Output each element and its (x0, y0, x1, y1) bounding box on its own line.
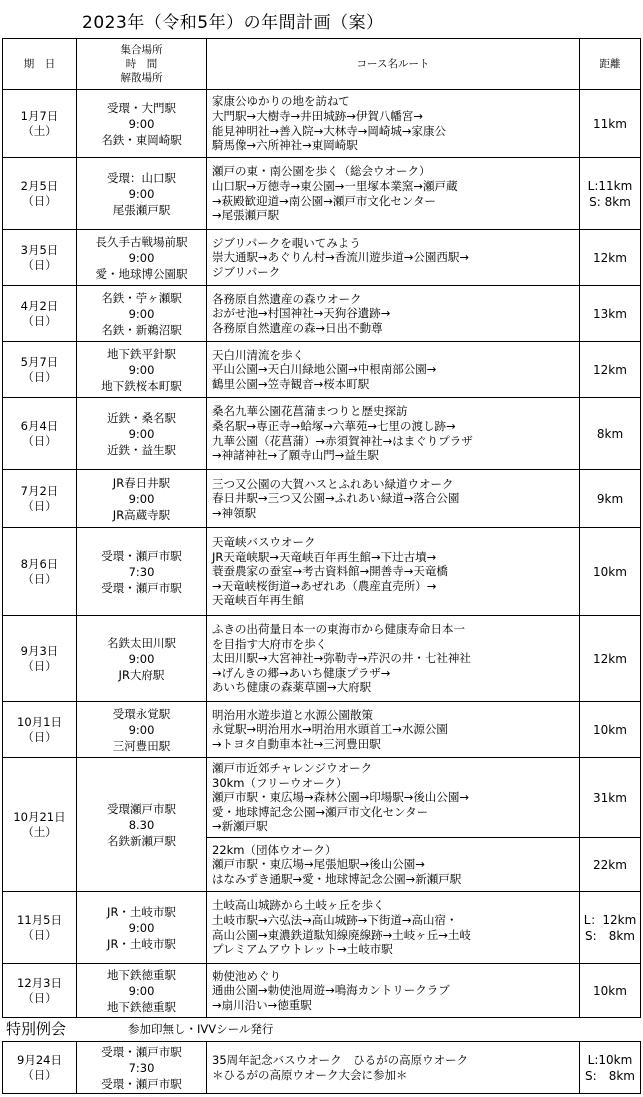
event-date-line: 3月5日 (20, 242, 59, 257)
course-route-line: 三つ又公園の大賀ハスとふれあい緑道ウオーク (212, 476, 454, 491)
event-date-line: 11月5日 (17, 912, 62, 927)
distance (580, 758, 641, 838)
special-course-route-line: 35周年記念バスウオーク ひるがの高原ウオーク (212, 1052, 469, 1067)
event-date (3, 470, 77, 528)
course-route-line: 瀬戸市近郊チャレンジウオーク (212, 761, 373, 776)
course-route-line: 通曲公園→勅使池周遊→鳴海カントリークラブ (212, 983, 450, 998)
meeting-info-line: 9:00 (128, 306, 155, 321)
course-route-line: →神領駅 (212, 505, 257, 520)
course-route (207, 286, 580, 342)
meeting-info-line: 名鉄・新鵜沼駅 (101, 322, 182, 337)
meeting-info (77, 758, 207, 892)
special-course-route (207, 1042, 580, 1094)
schedule-row (3, 158, 641, 230)
distance (580, 702, 641, 758)
meeting-info-line: 地下鉄平針駅 (107, 346, 176, 361)
meeting-info-line: 名鉄新瀬戸駅 (107, 833, 176, 848)
meeting-info-line: 9:00 (128, 920, 155, 935)
meeting-info-line: 9:00 (128, 250, 155, 265)
event-date (3, 528, 77, 616)
course-route-line: 九華公園（花菖蒲）→赤須賀神社→はまぐりプラザ (212, 433, 473, 448)
schedule-row (3, 90, 641, 158)
course-route-line: 山口駅→万徳寺→東公園→一里塚本業窯→瀬戸蔵 (212, 178, 458, 193)
event-date-line: （日） (22, 927, 57, 942)
meeting-info (77, 230, 207, 286)
distance (580, 616, 641, 702)
course-route-line: 30km（フリーウオーク） (212, 775, 348, 790)
meeting-info-line: 名鉄太田川駅 (107, 635, 176, 650)
special-distance-line: S: 8km (585, 1068, 635, 1083)
header-distance: 距離 (580, 39, 641, 90)
event-date-line: （日） (22, 571, 57, 586)
course-route-line: →尾張瀬戸駅 (212, 208, 280, 223)
special-event-label: 特別例会 (6, 1020, 67, 1038)
meeting-info-line: 9:00 (128, 983, 155, 998)
meeting-info-line: 地下鉄徳重駅 (107, 999, 176, 1014)
meeting-info-line: 9:00 (128, 362, 155, 377)
special-event-note: 参加印無し・IVVシール発行 (128, 1022, 274, 1036)
course-route (207, 892, 580, 964)
meeting-info-line: 長久手古戦場前駅 (95, 234, 188, 249)
special-event-date-line: 9月24日 (17, 1052, 62, 1067)
distance-line: L:11km (587, 178, 633, 193)
meeting-info (77, 398, 207, 470)
special-meeting-info-line: 受環・瀬戸市駅 (101, 1076, 182, 1091)
distance-line: S: 8km (589, 194, 631, 209)
event-date-line: （土） (22, 824, 57, 839)
meeting-info (77, 892, 207, 964)
special-event-date (3, 1042, 77, 1094)
distance (580, 964, 641, 1018)
course-route-line: 鶴里公園→笠寺観音→桜本町駅 (212, 376, 370, 391)
meeting-info-line: 8.30 (128, 817, 155, 832)
course-route-line: ジブリパークを覗いてみよう (212, 235, 361, 250)
course-route (207, 230, 580, 286)
distance-line: 12km (593, 250, 627, 265)
event-date-line: 8月6日 (20, 556, 59, 571)
special-meeting-info (77, 1042, 207, 1094)
schedule-row (3, 230, 641, 286)
meeting-info (77, 342, 207, 398)
meeting-info-line: 地下鉄桜本町駅 (101, 378, 182, 393)
event-date (3, 286, 77, 342)
event-date (3, 398, 77, 470)
course-route-line: おがせ池→村国神社→天狗谷遺跡→ (212, 306, 391, 321)
distance (580, 230, 641, 286)
schedule-row (3, 342, 641, 398)
course-route-line: ふきの出荷量日本一の東海市から健康寿命日本一 (212, 622, 465, 637)
meeting-info (77, 616, 207, 702)
schedule-row (3, 470, 641, 528)
course-route (207, 398, 580, 470)
course-route (207, 702, 580, 758)
event-date (3, 758, 77, 892)
distance-line: 22km (593, 857, 627, 872)
header-meeting-place: 集合場所 (120, 44, 163, 56)
special-event-table (2, 1041, 641, 1094)
course-route-line: 崇大通駅→あぐりん村→香流川遊歩道→公園西駅→ (212, 250, 470, 265)
event-date-line: 10月21日 (13, 809, 66, 824)
special-meeting-info-line: 7:30 (128, 1060, 155, 1075)
course-route-line: →天竜峡桜街道→あぜれあ（農産直売所）→ (212, 578, 437, 593)
meeting-info-line: 受環永覚駅 (112, 706, 171, 721)
course-route-line: 瀬戸市駅・東広場→尾張旭駅→後山公園→ (212, 857, 425, 872)
meeting-info-line: 受環・瀬戸市駅 (101, 548, 182, 563)
schedule-table (2, 38, 641, 1018)
course-route-line: →新瀬戸駅 (212, 819, 268, 834)
distance-line: 10km (593, 722, 627, 737)
event-date-line: 7月2日 (20, 483, 59, 498)
schedule-row (3, 398, 641, 470)
meeting-info (77, 528, 207, 616)
distance (580, 286, 641, 342)
course-route-line: →トヨタ自動車本社→三河豊田駅 (212, 736, 381, 751)
distance (580, 528, 641, 616)
course-route-line: を目指す大府市を歩く (212, 636, 327, 651)
course-route-line: 天竜峡百年再生館 (212, 593, 304, 608)
event-date-line: 9月3日 (20, 643, 59, 658)
header-date: 期 日 (3, 39, 77, 90)
special-distance (580, 1042, 641, 1094)
meeting-info-line: 受環：山口駅 (107, 170, 176, 185)
schedule-row (3, 758, 641, 838)
course-route (207, 964, 580, 1018)
header-meeting-time: 時 間 (125, 58, 158, 70)
schedule-row (3, 528, 641, 616)
distance-line: 10km (593, 564, 627, 579)
distance (580, 838, 641, 892)
event-date (3, 158, 77, 230)
course-route (207, 838, 580, 892)
schedule-row (3, 286, 641, 342)
event-date (3, 702, 77, 758)
event-date (3, 616, 77, 702)
schedule-row (3, 702, 641, 758)
course-route-line: はなみずき通駅→愛・地球博記念公園→新瀬戸駅 (212, 871, 462, 886)
event-date (3, 342, 77, 398)
meeting-info-line: 7:30 (128, 564, 155, 579)
meeting-info (77, 702, 207, 758)
special-event-body (3, 1042, 641, 1094)
event-date-line: 12月3日 (17, 975, 62, 990)
meeting-info-line: 尾張瀬戸駅 (112, 202, 171, 217)
event-date-line: （土） (22, 123, 57, 138)
course-route (207, 90, 580, 158)
event-date (3, 964, 77, 1018)
course-route-line: 土岐高山城跡から土岐ヶ丘を歩く (212, 898, 385, 913)
schedule-row (3, 616, 641, 702)
course-route-line: 瀬戸の東・南公園を歩く（総会ウオーク） (212, 164, 431, 179)
event-date (3, 892, 77, 964)
meeting-info-line: 愛・地球博公園駅 (95, 266, 188, 281)
course-route-line: 勅使池めぐり (212, 968, 281, 983)
header-course: コース名ルート (207, 39, 580, 90)
meeting-info-line: 受環・瀬戸市駅 (101, 580, 182, 595)
course-route-line: 土岐市駅→六弘法→高山城跡→下街道→高山宿・ (212, 912, 458, 927)
meeting-info-line: JR・土岐市駅 (107, 936, 176, 951)
event-date-line: 10月1日 (17, 714, 62, 729)
meeting-info (77, 286, 207, 342)
meeting-info-line: 受環・大門駅 (107, 100, 176, 115)
event-date-line: （日） (22, 369, 57, 384)
special-meeting-info-line: 受環・瀬戸市駅 (101, 1044, 182, 1059)
meeting-info-line: 9:00 (128, 722, 155, 737)
distance (580, 470, 641, 528)
course-route-line: →神諸神社→了願寺山門→益生駅 (212, 448, 379, 463)
event-date-line: （日） (22, 433, 57, 448)
course-route-line: あいち健康の森薬草園→大府駅 (212, 680, 372, 695)
course-route-line: 各務原自然遺産の森→日出不動尊 (212, 320, 383, 335)
course-route-line: 明治用水遊歩道と水源公園散策 (212, 707, 373, 722)
event-date-line: （日） (22, 729, 57, 744)
event-date-line: 6月4日 (20, 418, 59, 433)
distance-line: 12km (593, 651, 627, 666)
event-date (3, 90, 77, 158)
course-route-line: →げんきの郷→あいち健康プラザ→ (212, 665, 391, 680)
course-route-line: 騎馬像→六所神社→東岡崎駅 (212, 138, 358, 153)
distance (580, 892, 641, 964)
meeting-info-line: 地下鉄徳重駅 (107, 967, 176, 982)
course-route-line: JR天竜峡駅→天竜峡百年再生館→下辻古墳→ (212, 549, 437, 564)
distance (580, 90, 641, 158)
meeting-info-line: 三河豊田駅 (112, 738, 171, 753)
course-route-line: 春日井駅→三つ又公園→ふれあい緑道→落合公園 (212, 491, 460, 506)
distance-line: 13km (593, 306, 627, 321)
course-route-line: 桑名駅→専正寺→蛤塚→六華苑→七里の渡し跡→ (212, 418, 456, 433)
event-date-line: （日） (22, 498, 57, 513)
course-route (207, 616, 580, 702)
event-date-line: （日） (22, 193, 57, 208)
course-route-line: 家康公ゆかりの地を訪ねて (212, 94, 350, 109)
event-date-line: 2月5日 (20, 178, 59, 193)
distance-line: L：12km (583, 912, 637, 927)
meeting-info-line: 9:00 (128, 651, 155, 666)
meeting-info-line: 9:00 (128, 426, 155, 441)
header-meeting (77, 39, 207, 90)
distance (580, 158, 641, 230)
course-route-line: 太田川駅→大宮神社→弥勒寺→芹沢の井・七社神社 (212, 651, 471, 666)
distance-line: 8km (596, 426, 624, 441)
event-date-line: 5月7日 (20, 354, 59, 369)
header-row (3, 39, 641, 90)
course-route-line: ジブリパーク (212, 264, 281, 279)
course-route (207, 470, 580, 528)
schedule-row (3, 964, 641, 1018)
schedule-body (3, 90, 641, 1018)
course-route-line: 蓑蚕農家の蚕室→考古資料館→開善寺→天竜橋 (212, 564, 448, 579)
header-dismissal-place: 解散場所 (120, 72, 163, 84)
special-course-route-line: ＊ひるがの高原ウオーク大会に参加＊ (212, 1067, 408, 1082)
course-route-line: 桑名九華公園花菖蒲まつりと歴史探訪 (212, 404, 408, 419)
meeting-info-line: 9:00 (128, 116, 155, 131)
course-route (207, 342, 580, 398)
course-route-line: 能見神明社→善入院→大林寺→岡崎城→家康公 (212, 123, 447, 138)
meeting-info-line: JR春日井駅 (112, 475, 171, 490)
meeting-info-line: 名鉄・苧ヶ瀬駅 (101, 290, 182, 305)
course-route (207, 758, 580, 838)
page-title: 2023年（令和5年）の年間計画（案） (82, 13, 384, 33)
course-route-line: →扇川沿い→徳重駅 (212, 997, 312, 1012)
meeting-info-line: 受環瀬戸市駅 (107, 801, 176, 816)
course-route-line: 永覚駅→明治用水→明治用水頭首工→水源公園 (212, 722, 448, 737)
schedule-row (3, 892, 641, 964)
event-date-line: 4月2日 (20, 298, 59, 313)
course-route-line: 愛・地球博記念公園→瀬戸市文化センター (212, 804, 429, 819)
course-route-line: 大門駅→大樹寺→井田城跡→伊賀八幡宮→ (212, 108, 424, 123)
distance-line: S: 8km (585, 928, 635, 943)
course-route-line: 瀬戸市駅・東広場→森林公園→印場駅→後山公園→ (212, 790, 470, 805)
special-distance-line: L:10km (587, 1052, 633, 1067)
meeting-info (77, 964, 207, 1018)
meeting-info (77, 470, 207, 528)
distance-line: 12km (593, 362, 627, 377)
meeting-info (77, 90, 207, 158)
meeting-info-line: 近鉄・桑名駅 (107, 410, 176, 425)
distance-line: 11km (593, 116, 627, 131)
special-event-row (3, 1042, 641, 1094)
meeting-info-line: 9:00 (128, 186, 155, 201)
event-date-line: （日） (22, 658, 57, 673)
meeting-info (77, 158, 207, 230)
course-route-line: →萩殿歓迎道→南公園→瀬戸市文化センター (212, 193, 436, 208)
meeting-info-line: JR大府駅 (118, 667, 165, 682)
meeting-info-line: JR・土岐市駅 (107, 904, 176, 919)
course-route-line: 天白川清流を歩く (212, 347, 304, 362)
event-date (3, 230, 77, 286)
distance-line: 9km (596, 491, 624, 506)
distance-line: 10km (593, 983, 627, 998)
course-route (207, 528, 580, 616)
special-event-date-line: （日） (22, 1067, 57, 1082)
meeting-info-line: 名鉄・東岡崎駅 (101, 132, 182, 147)
course-route-line: プレミアムアウトレット→土岐市駅 (212, 942, 393, 957)
meeting-info-line: 9:00 (128, 491, 155, 506)
meeting-info-line: 近鉄・益生駅 (107, 442, 176, 457)
distance (580, 342, 641, 398)
course-route (207, 158, 580, 230)
course-route-line: 22km（団体ウオーク） (212, 842, 337, 857)
distance-line: 31km (593, 790, 627, 805)
course-route-line: 各務原自然遺産の森ウオーク (212, 291, 362, 306)
event-date-line: 1月7日 (20, 108, 59, 123)
distance (580, 398, 641, 470)
course-route-line: 高山公園→東濃鉄道駄知線廃線跡→土岐ヶ丘→土岐 (212, 927, 471, 942)
meeting-info-line: JR高蔵寺駅 (112, 507, 171, 522)
course-route-line: 平山公園→天白川緑地公園→中根南部公園→ (212, 362, 437, 377)
event-date-line: （日） (22, 313, 57, 328)
event-date-line: （日） (22, 257, 57, 272)
course-route-line: 天竜峡バスウオーク (212, 535, 316, 550)
event-date-line: （日） (22, 990, 57, 1005)
